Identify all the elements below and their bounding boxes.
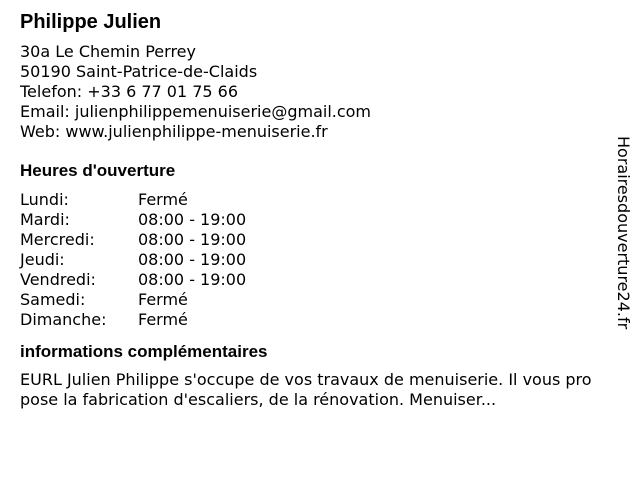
day-hours: 08:00 - 19:00 — [138, 270, 247, 289]
hours-row-friday — [20, 270, 610, 290]
day-label: Mardi: — [20, 210, 70, 229]
day-label: Dimanche: — [20, 310, 107, 329]
day-label: Samedi: — [20, 290, 86, 309]
hours-row-monday — [20, 190, 610, 210]
address-line-1: 30a Le Chemin Perrey — [20, 42, 196, 61]
day-hours: 08:00 - 19:00 — [138, 230, 247, 249]
day-hours: Fermé — [138, 190, 188, 209]
business-card — [20, 10, 610, 410]
hours-row-saturday — [20, 290, 610, 310]
day-hours: Fermé — [138, 290, 188, 309]
info-description: EURL Julien Philippe s'occupe de vos travaux de menuiserie. Il vous propose la fabrication d'escaliers, de la rénovation. Menuiser... — [20, 370, 592, 409]
hours-row-wednesday — [20, 230, 610, 250]
site-watermark: Horairesdouverture24.fr — [614, 136, 633, 330]
day-label: Vendredi: — [20, 270, 96, 289]
hours-row-thursday — [20, 250, 610, 270]
hours-heading: Heures d'ouverture — [20, 161, 176, 180]
business-name: Philippe Julien — [20, 11, 162, 33]
day-label: Lundi: — [20, 190, 69, 209]
day-label: Mercredi: — [20, 230, 95, 249]
day-hours: 08:00 - 19:00 — [138, 210, 247, 229]
email-text: Email: julienphilippemenuiserie@gmail.com — [20, 102, 372, 121]
address-line-2: 50190 Saint-Patrice-de-Claids — [20, 62, 258, 81]
day-hours: 08:00 - 19:00 — [138, 250, 247, 269]
phone-text: Telefon: +33 6 77 01 75 66 — [20, 82, 239, 101]
hours-row-tuesday — [20, 210, 610, 230]
day-hours: Fermé — [138, 310, 188, 329]
hours-row-sunday — [20, 310, 610, 330]
day-label: Jeudi: — [20, 250, 65, 269]
info-heading: informations complémentaires — [20, 342, 268, 361]
hours-table — [20, 190, 610, 330]
web-text: Web: www.julienphilippe-menuiserie.fr — [20, 122, 328, 141]
